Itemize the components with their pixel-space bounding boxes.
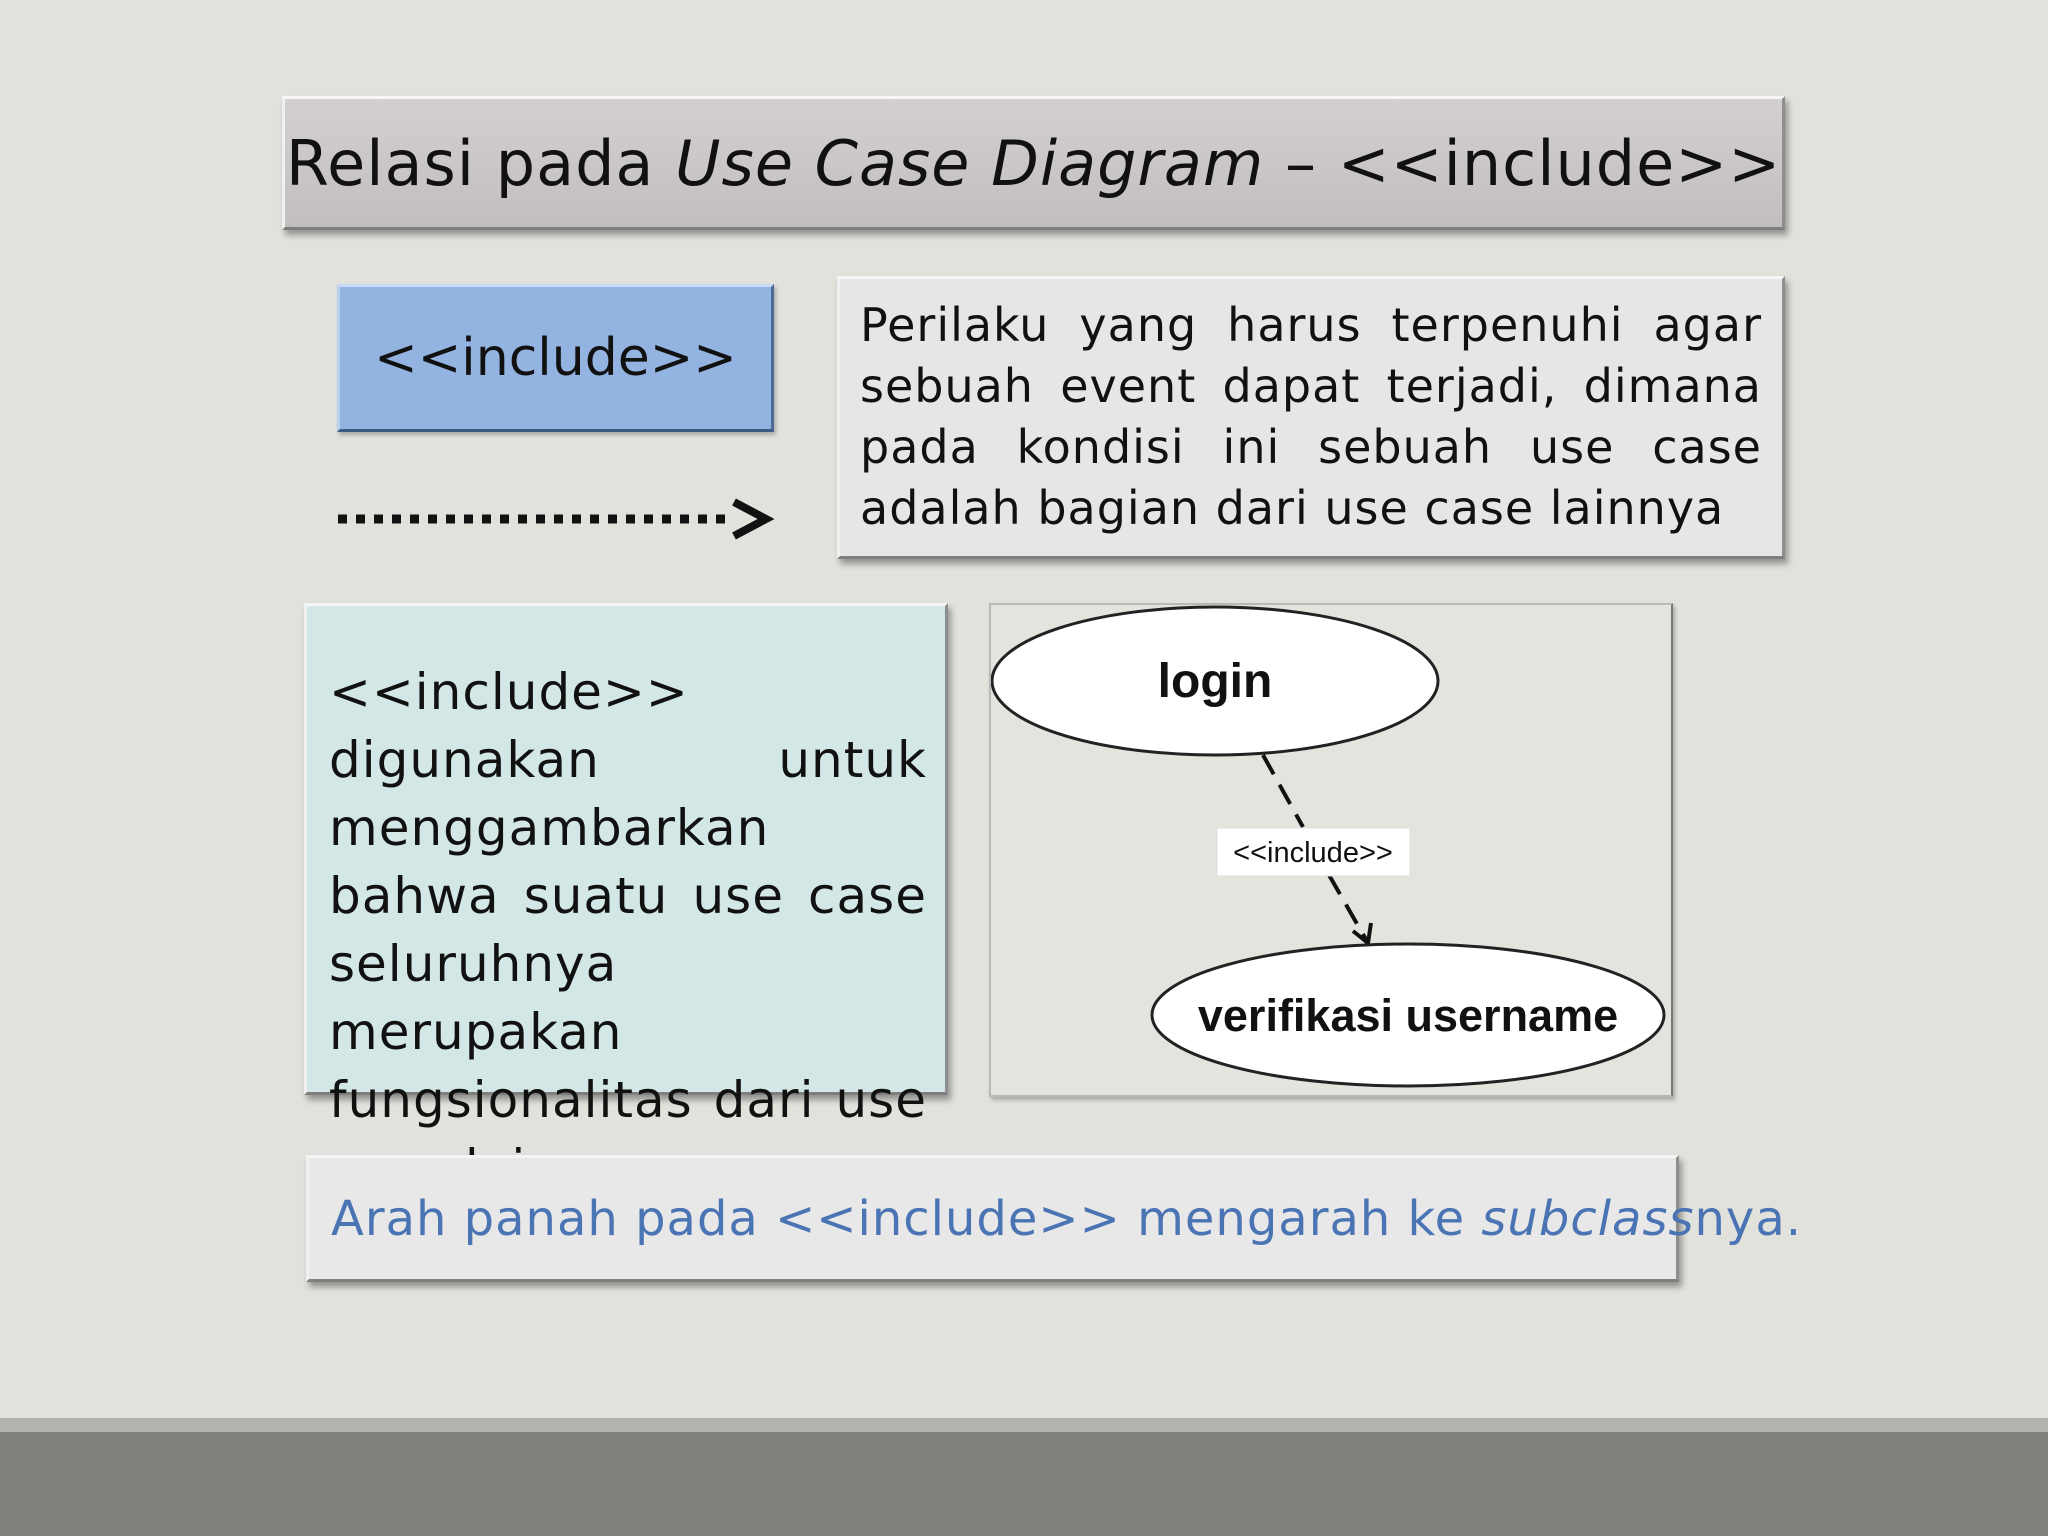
usage-box bbox=[304, 603, 948, 1129]
include-label-text: <<include>> bbox=[374, 328, 737, 388]
dotted-arrow-icon bbox=[334, 494, 794, 544]
include-dashed-line-bottom bbox=[1329, 875, 1368, 943]
title-italic: Use Case Diagram bbox=[675, 126, 1265, 200]
note-italic: subclass bbox=[1481, 1190, 1695, 1247]
title-suffix: – <<include>> bbox=[1264, 126, 1782, 200]
include-dashed-line-top bbox=[1263, 755, 1303, 827]
note-suffix: nya. bbox=[1694, 1190, 1802, 1247]
definition-text: Perilaku yang harus terpenuhi agar sebuah event dapat terjadi, dimana pada kondisi ini sebuah use case adalah bagian dari use case lainnya bbox=[860, 298, 1762, 535]
slide-title bbox=[286, 127, 1781, 200]
definition-box bbox=[837, 276, 1785, 559]
usage-text: <<include>> digunakan untuk menggambarkan bahwa suatu use case seluruhnya merupakan fungsionalitas dari use bbox=[329, 663, 927, 1129]
title-prefix: Relasi pada bbox=[285, 126, 676, 200]
note-text bbox=[331, 1191, 1802, 1247]
footer-band bbox=[0, 1432, 2048, 1536]
title-banner bbox=[282, 96, 1785, 230]
include-arrowhead-icon bbox=[1353, 923, 1371, 943]
include-relation-label: <<include>> bbox=[1233, 837, 1393, 869]
note-prefix: Arah panah pada <<include>> mengarah ke bbox=[331, 1190, 1482, 1247]
login-label: login bbox=[1157, 655, 1273, 708]
use-case-diagram-svg bbox=[991, 605, 1671, 1095]
footer-divider bbox=[0, 1418, 2048, 1432]
use-case-diagram bbox=[989, 603, 1673, 1097]
verifikasi-label: verifikasi username bbox=[1197, 990, 1619, 1041]
note-box bbox=[306, 1155, 1802, 1282]
include-label-box bbox=[337, 284, 774, 432]
